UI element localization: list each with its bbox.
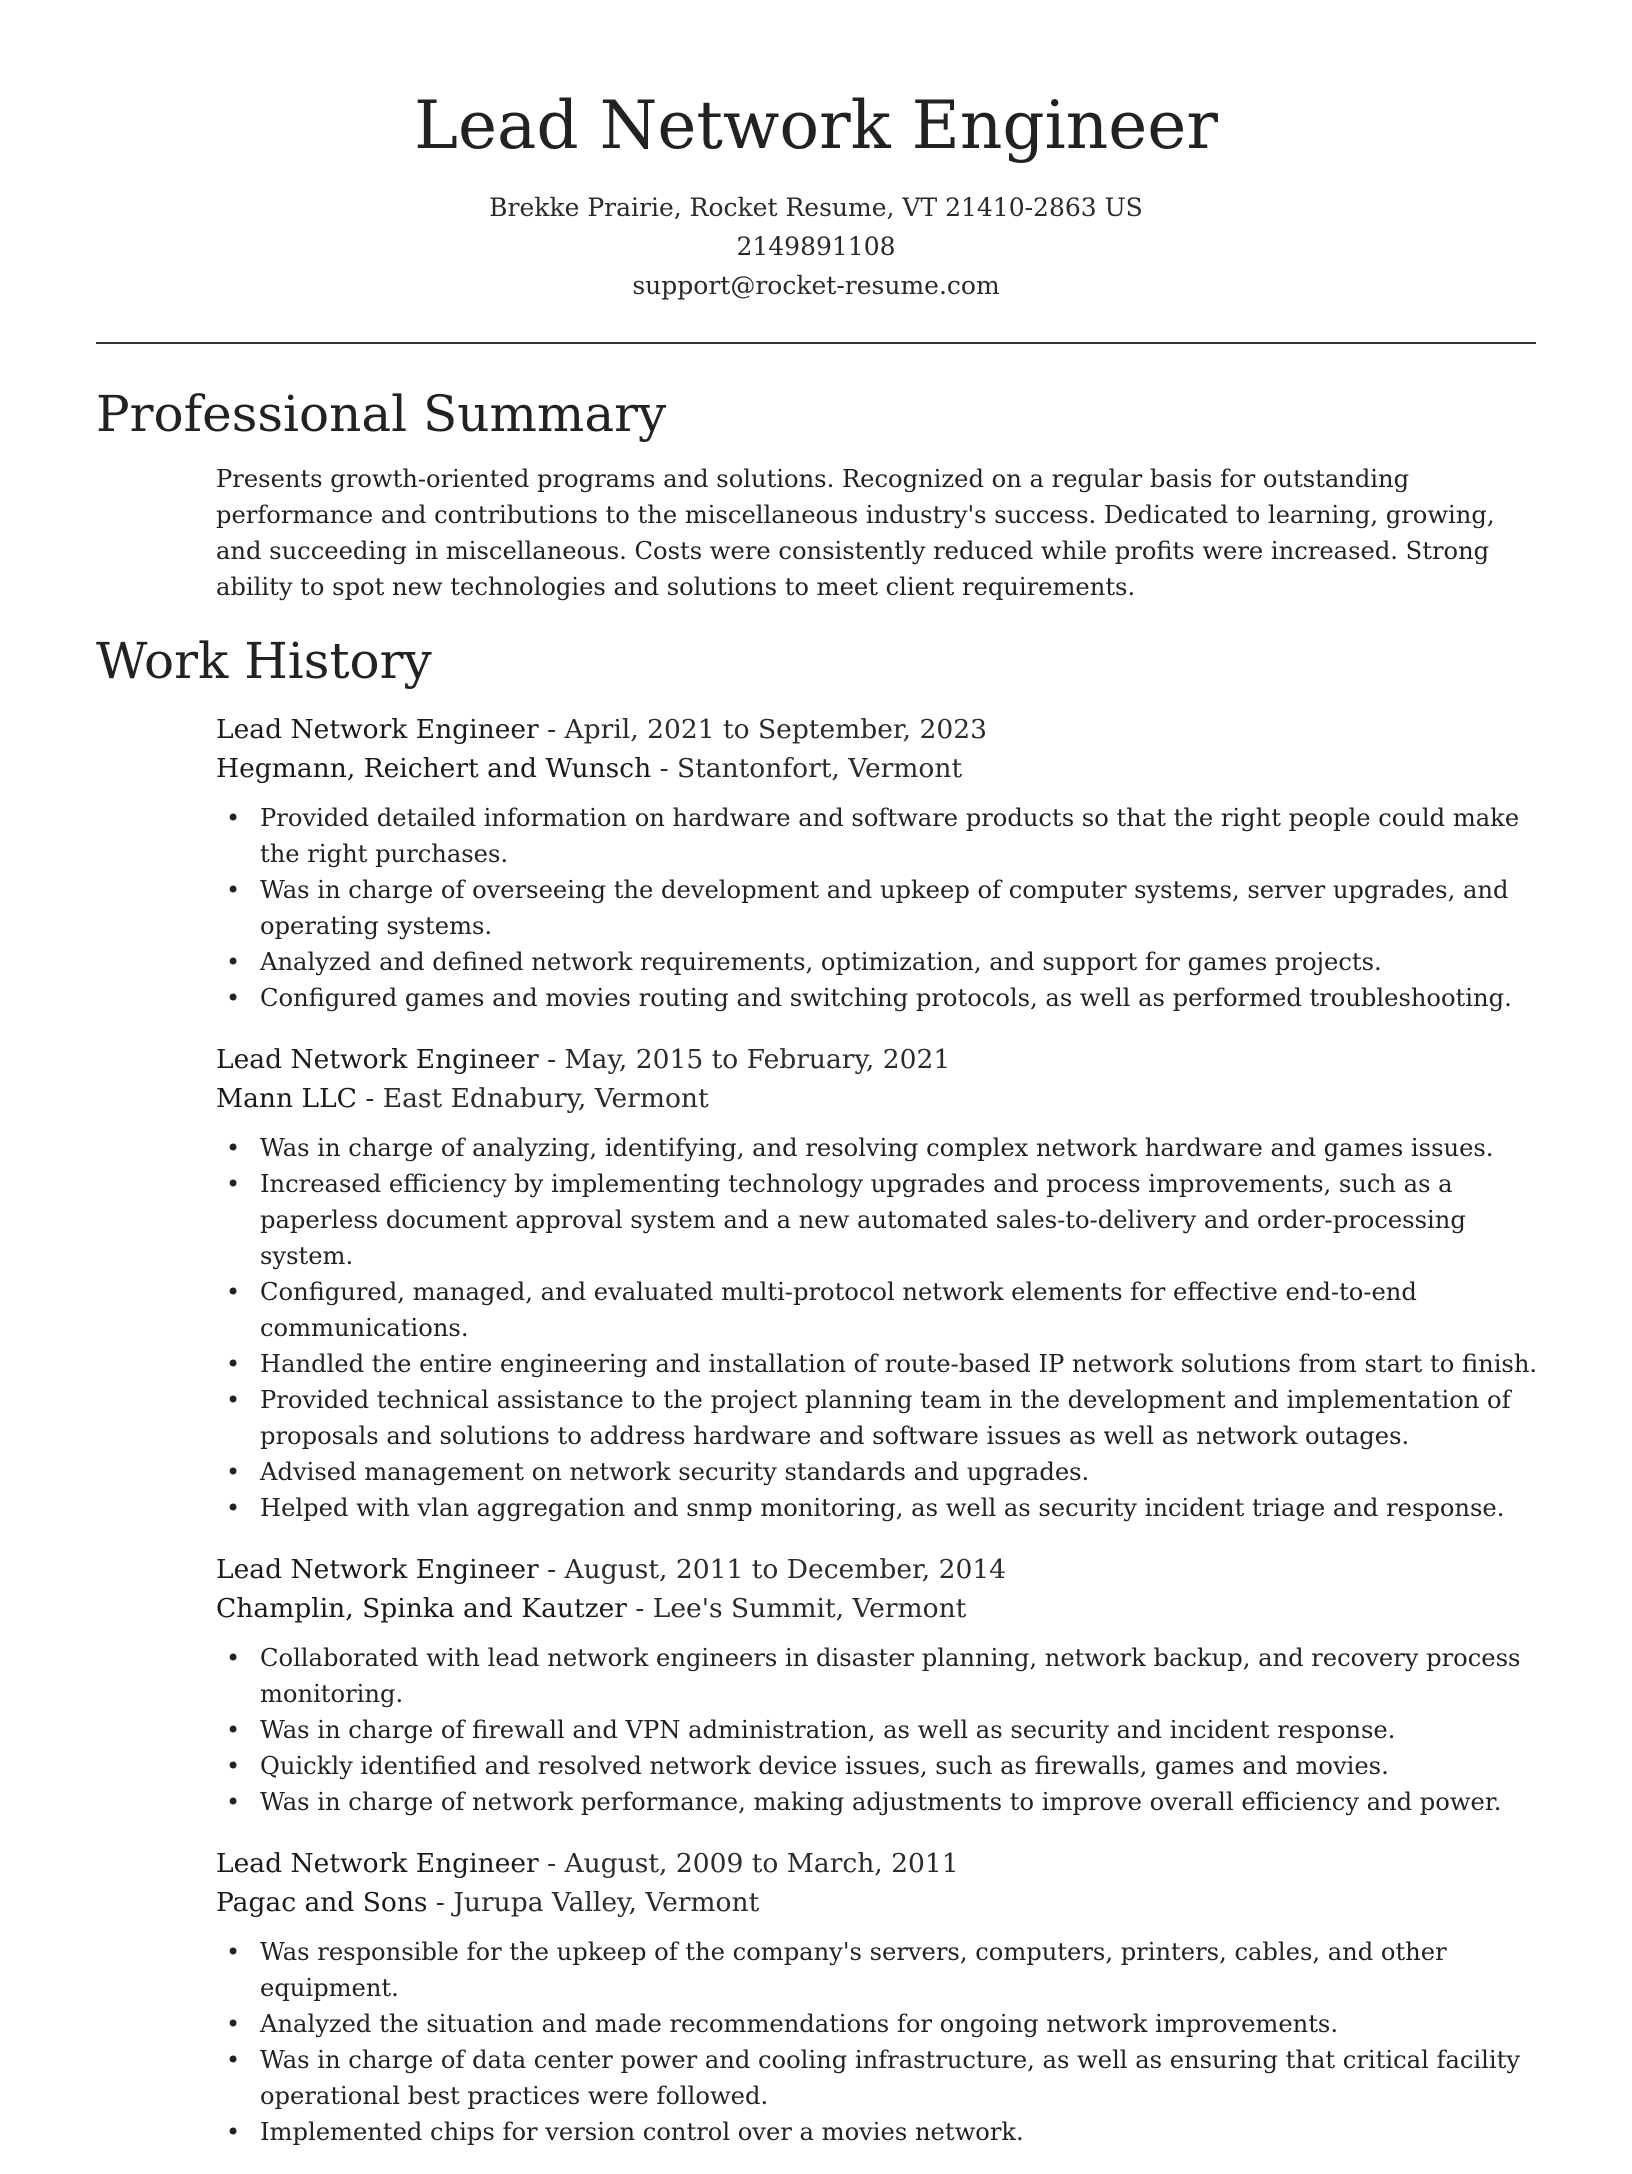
job-title-line [216, 710, 1546, 749]
job-bullet: • Was in charge of firewall and VPN administration, as well as security and incident response. [260, 1712, 1546, 1748]
job-dates: April, 2021 to September, 2023 [564, 714, 987, 745]
separator: - [427, 1887, 454, 1918]
job-dates: May, 2015 to February, 2021 [564, 1044, 951, 1075]
separator: - [538, 1848, 565, 1879]
job-bullets [216, 1934, 1546, 2150]
summary-heading: Professional Summary [96, 385, 667, 443]
job-company: Mann LLC [216, 1083, 357, 1114]
work-history-list [216, 710, 1546, 2174]
separator: - [626, 1593, 653, 1624]
job-bullet: • Configured, managed, and evaluated multi-protocol network elements for effective end-to-end communications. [260, 1274, 1546, 1346]
job-bullet: • Increased efficiency by implementing technology upgrades and process improvements, such as a paperless document approval system and a new automated sales-to-delivery and order-processing system. [260, 1166, 1546, 1274]
job-title: Lead Network Engineer [216, 1044, 539, 1075]
separator: - [356, 1083, 383, 1114]
job-bullet: • Quickly identified and resolved network device issues, such as firewalls, games and movies. [260, 1748, 1546, 1784]
separator: - [538, 1044, 565, 1075]
job-bullet: • Configured games and movies routing and switching protocols, as well as performed troubleshooting. [260, 980, 1546, 1016]
job-entry [216, 1040, 1546, 1526]
job-bullets [216, 1640, 1546, 1820]
job-dates: August, 2009 to March, 2011 [564, 1848, 959, 1879]
work-history-heading: Work History [96, 632, 432, 690]
job-bullets [216, 1130, 1546, 1526]
job-bullet: • Analyzed and defined network requirements, optimization, and support for games projects. [260, 944, 1546, 980]
job-bullet: • Advised management on network security standards and upgrades. [260, 1454, 1546, 1490]
job-company: Champlin, Spinka and Kautzer [216, 1593, 627, 1624]
job-bullet: • Provided technical assistance to the project planning team in the development and implementation of proposals and solutions to address hardware and software issues as well as network outages. [260, 1382, 1546, 1454]
job-title: Lead Network Engineer [216, 714, 539, 745]
job-company-line [216, 1079, 1546, 1118]
job-title-line [216, 1844, 1546, 1883]
resume-header [0, 0, 1632, 305]
job-location: Stantonfort, Vermont [676, 753, 963, 784]
job-bullet: • Was in charge of overseeing the development and upkeep of computer systems, server upgrades, and operating systems. [260, 872, 1546, 944]
separator: - [538, 1554, 565, 1585]
job-bullet: • Provided detailed information on hardware and software products so that the right people could make the right purchases. [260, 800, 1546, 872]
job-bullet: • Was in charge of network performance, making adjustments to improve overall efficiency and power. [260, 1784, 1546, 1820]
header-divider [96, 342, 1536, 344]
job-title-line [216, 1040, 1546, 1079]
job-bullet: • Analyzed the situation and made recommendations for ongoing network improvements. [260, 2006, 1546, 2042]
job-location: Lee's Summit, Vermont [652, 1593, 967, 1624]
job-location: East Ednabury, Vermont [382, 1083, 709, 1114]
job-entry [216, 710, 1546, 1016]
contact-block [0, 188, 1632, 305]
contact-email: support@rocket-resume.com [632, 271, 1000, 300]
job-company: Hegmann, Reichert and Wunsch [216, 753, 652, 784]
job-company: Pagac and Sons [216, 1887, 428, 1918]
job-entry [216, 1844, 1546, 2150]
job-bullet: • Was responsible for the upkeep of the company's servers, computers, printers, cables, and other equipment. [260, 1934, 1546, 2006]
job-bullet: • Collaborated with lead network engineers in disaster planning, network backup, and recovery process monitoring. [260, 1640, 1546, 1712]
separator: - [651, 753, 677, 784]
summary-text: Presents growth-oriented programs and solutions. Recognized on a regular basis for outstanding performance and contributions to the miscellaneous industry's success. Dedicated to learning, growing, and succeeding in miscellaneous. Costs were consistently reduced while profits were increased. Strong ability to spot new technologies and solutions to meet client requirements. [216, 465, 1495, 601]
separator: - [538, 714, 565, 745]
job-bullet: • Was in charge of analyzing, identifying, and resolving complex network hardware and games issues. [260, 1130, 1546, 1166]
job-title-line [216, 1550, 1546, 1589]
contact-address: Brekke Prairie, Rocket Resume, VT 21410-2863 US [489, 193, 1143, 222]
contact-phone: 2149891108 [736, 232, 896, 261]
job-company-line [216, 749, 1546, 788]
resume-name: Lead Network Engineer [414, 87, 1218, 164]
job-company-line [216, 1883, 1546, 1922]
job-title: Lead Network Engineer [216, 1554, 539, 1585]
job-bullet: • Implemented chips for version control over a movies network. [260, 2114, 1546, 2150]
job-bullet: • Handled the entire engineering and installation of route-based IP network solutions from start to finish. [260, 1346, 1546, 1382]
job-bullets [216, 800, 1546, 1016]
job-company-line [216, 1589, 1546, 1628]
job-bullet: • Helped with vlan aggregation and snmp monitoring, as well as security incident triage and response. [260, 1490, 1546, 1526]
job-location: Jurupa Valley, Vermont [453, 1887, 760, 1918]
job-bullet: • Was in charge of data center power and cooling infrastructure, as well as ensuring that critical facility operational best practices were followed. [260, 2042, 1546, 2114]
job-entry [216, 1550, 1546, 1820]
job-dates: August, 2011 to December, 2014 [564, 1554, 1007, 1585]
job-title: Lead Network Engineer [216, 1848, 539, 1879]
